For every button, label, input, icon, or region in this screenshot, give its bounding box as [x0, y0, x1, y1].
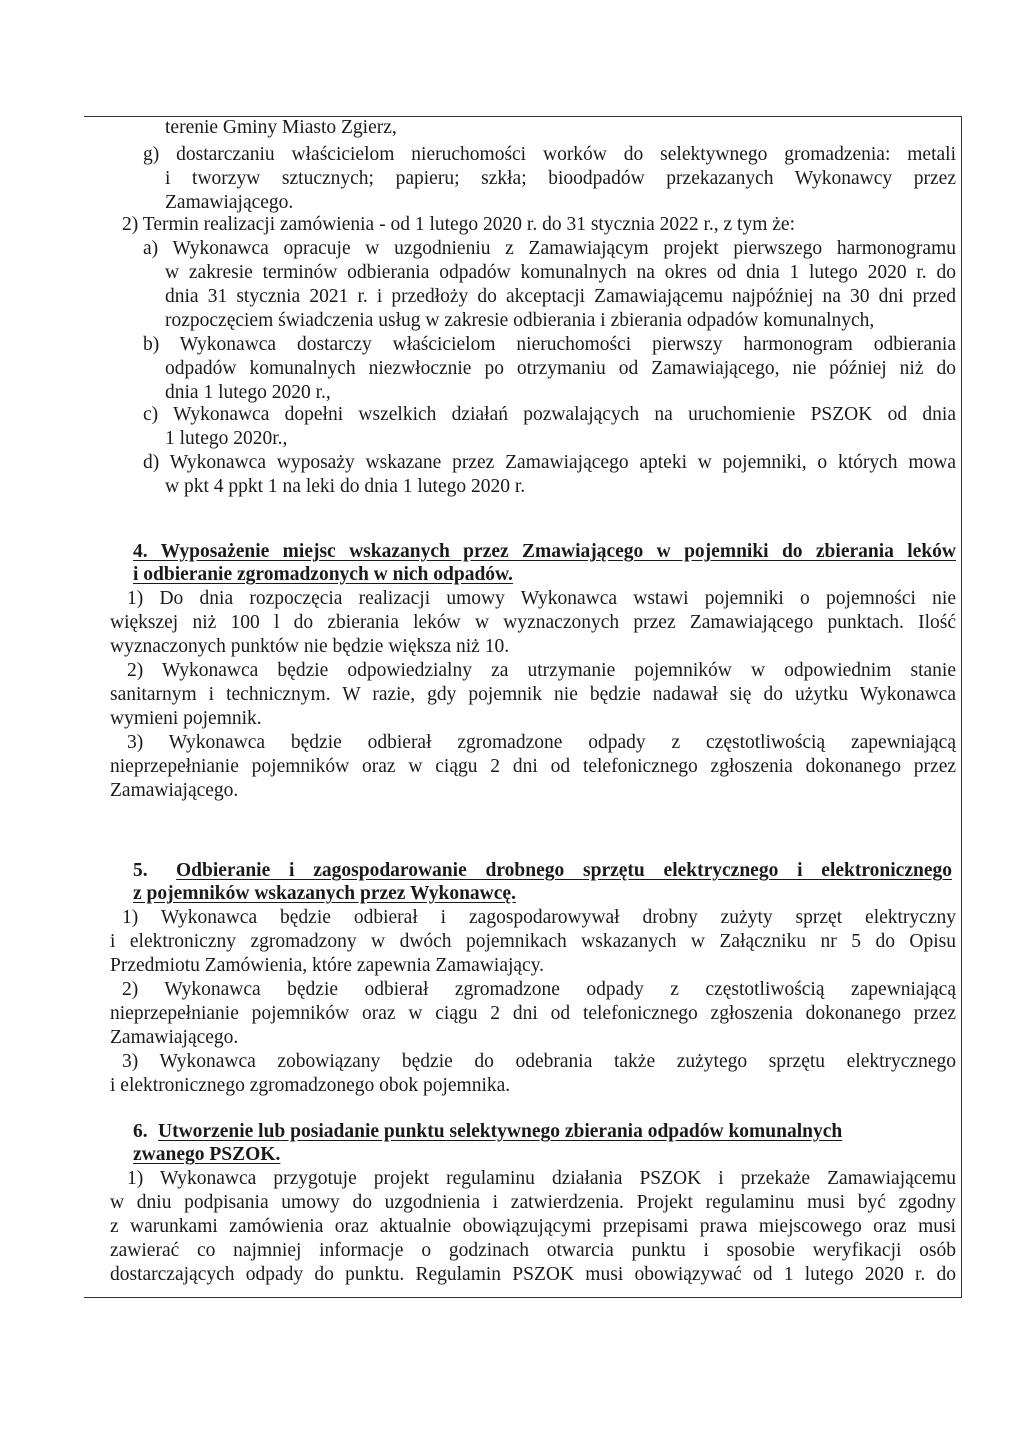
text-line: sanitarnym i technicznym. W razie, gdy pojemnik nie będzie nadawał się do użytku Wykonawca: [110, 684, 956, 705]
section-6-item-1: 1) Wykonawca przygotuje projekt regulaminu działania PSZOK i przekaże Zamawiającemu: [127, 1168, 956, 1189]
section-5-heading: Odbieranie i zagospodarowanie drobnego sprzętu elektrycznego i elektronicznego: [176, 860, 952, 881]
text-line: dostarczających odpady do punktu. Regulamin PSZOK musi obowiązywać od 1 lutego 2020 r. do: [110, 1264, 956, 1285]
text-line: nieprzepełnianie pojemników oraz w ciągu 2 dni od telefonicznego zgłoszenia dokonanego przez: [110, 1003, 956, 1024]
section-6-heading: Utworzenie lub posiadanie punktu selektywnego zbierania odpadów komunalnych: [158, 1121, 843, 1142]
text-line: rozpoczęciem świadczenia usług w zakresie odbierania i zbierania odpadów komunalnych,: [165, 310, 875, 331]
section-5-item-3: 3) Wykonawca zobowiązany będzie do odebrania także zużytego sprzętu elektrycznego: [122, 1051, 956, 1072]
section-4-item-3: 3) Wykonawca będzie odbierał zgromadzone odpady z częstotliwością zapewniającą: [127, 732, 956, 753]
text-line: wymieni pojemnik.: [110, 708, 262, 729]
list-item-a: a) Wykonawca opracuje w uzgodnieniu z Zamawiającym projekt pierwszego harmonogramu: [143, 238, 956, 259]
text-line: nieprzepełnianie pojemników oraz w ciągu 2 dni od telefonicznego zgłoszenia dokonanego przez: [110, 756, 956, 777]
section-6-number: 6.: [133, 1121, 148, 1142]
text-line: Zamawiającego.: [110, 780, 239, 801]
section-4-heading: 4. Wyposażenie miejsc wskazanych przez Zmawiającego w pojemniki do zbierania leków: [133, 541, 956, 562]
section-5-item-2: 2) Wykonawca będzie odbierał zgromadzone odpady z częstotliwością zapewniającą: [122, 979, 956, 1000]
section-5-number: 5.: [133, 860, 148, 881]
text-line: i elektroniczny zgromadzony w dwóch pojemnikach wskazanych w Załączniku nr 5 do Opisu: [110, 931, 956, 952]
text-line: i elektronicznego zgromadzonego obok pojemnika.: [110, 1075, 511, 1096]
text-line: Zamawiającego.: [165, 192, 294, 213]
text-line: większej niż 100 l do zbierania leków w wyznaczonych przez Zamawiającego punktach. Ilość: [110, 612, 956, 633]
list-item-c: c) Wykonawca dopełni wszelkich działań pozwalających na uruchomienie PSZOK od dnia: [143, 404, 956, 425]
list-item-d: d) Wykonawca wyposaży wskazane przez Zamawiającego apteki w pojemniki, o których mowa: [143, 452, 956, 473]
section-5-item-1: 1) Wykonawca będzie odbierał i zagospodarowywał drobny zużyty sprzęt elektryczny: [122, 907, 956, 928]
section-4-item-1: 1) Do dnia rozpoczęcia realizacji umowy Wykonawca wstawi pojemniki o pojemności nie: [127, 588, 956, 609]
text-line: Przedmiotu Zamówienia, które zapewnia Zamawiający.: [110, 955, 545, 976]
text-line: wyznaczonych punktów nie będzie większa niż 10.: [110, 636, 510, 657]
text-line: Zamawiającego.: [110, 1027, 239, 1048]
term-heading: 2) Termin realizacji zamówienia - od 1 lutego 2020 r. do 31 stycznia 2022 r., z tym że:: [122, 214, 795, 235]
section-5-heading-cont: z pojemników wskazanych przez Wykonawcę.: [133, 883, 516, 904]
text-line: w pkt 4 ppkt 1 na leki do dnia 1 lutego 2020 r.: [165, 476, 526, 497]
list-item-b: b) Wykonawca dostarczy właścicielom nieruchomości pierwszy harmonogram odbierania: [143, 334, 956, 355]
text-line: w dniu podpisania umowy do uzgodnienia i zatwierdzenia. Projekt regulaminu musi być zgodny: [110, 1192, 956, 1213]
text-line: dnia 1 lutego 2020 r.,: [165, 382, 331, 403]
text-line: dnia 31 stycznia 2021 r. i przedłoży do akceptacji Zamawiającemu najpóźniej na 30 dni przed: [165, 286, 956, 307]
text-line: terenie Gminy Miasto Zgierz,: [165, 117, 397, 138]
text-line: zawierać co najmniej informacje o godzinach otwarcia punktu i sposobie weryfikacji osób: [110, 1240, 956, 1261]
text-line: z warunkami zamówienia oraz aktualnie obowiązującymi przepisami prawa miejscowego oraz musi: [110, 1216, 956, 1237]
section-4-item-2: 2) Wykonawca będzie odpowiedzialny za utrzymanie pojemników w odpowiednim stanie: [127, 660, 956, 681]
section-4-heading-cont: i odbieranie zgromadzonych w nich odpadów.: [133, 564, 513, 585]
section-6-heading-cont: zwanego PSZOK.: [133, 1144, 281, 1165]
list-item-g: g) dostarczaniu właścicielom nieruchomości worków do selektywnego gromadzenia: metali: [143, 144, 956, 165]
text-line: w zakresie terminów odbierania odpadów komunalnych na okres od dnia 1 lutego 2020 r. do: [165, 262, 956, 283]
text-line: 1 lutego 2020r.,: [165, 428, 288, 449]
text-line: odpadów komunalnych niezwłocznie po otrzymaniu od Zamawiającego, nie później niż do: [165, 358, 956, 379]
text-line: i tworzyw sztucznych; papieru; szkła; bioodpadów przekazanych Wykonawcy przez: [165, 168, 956, 189]
